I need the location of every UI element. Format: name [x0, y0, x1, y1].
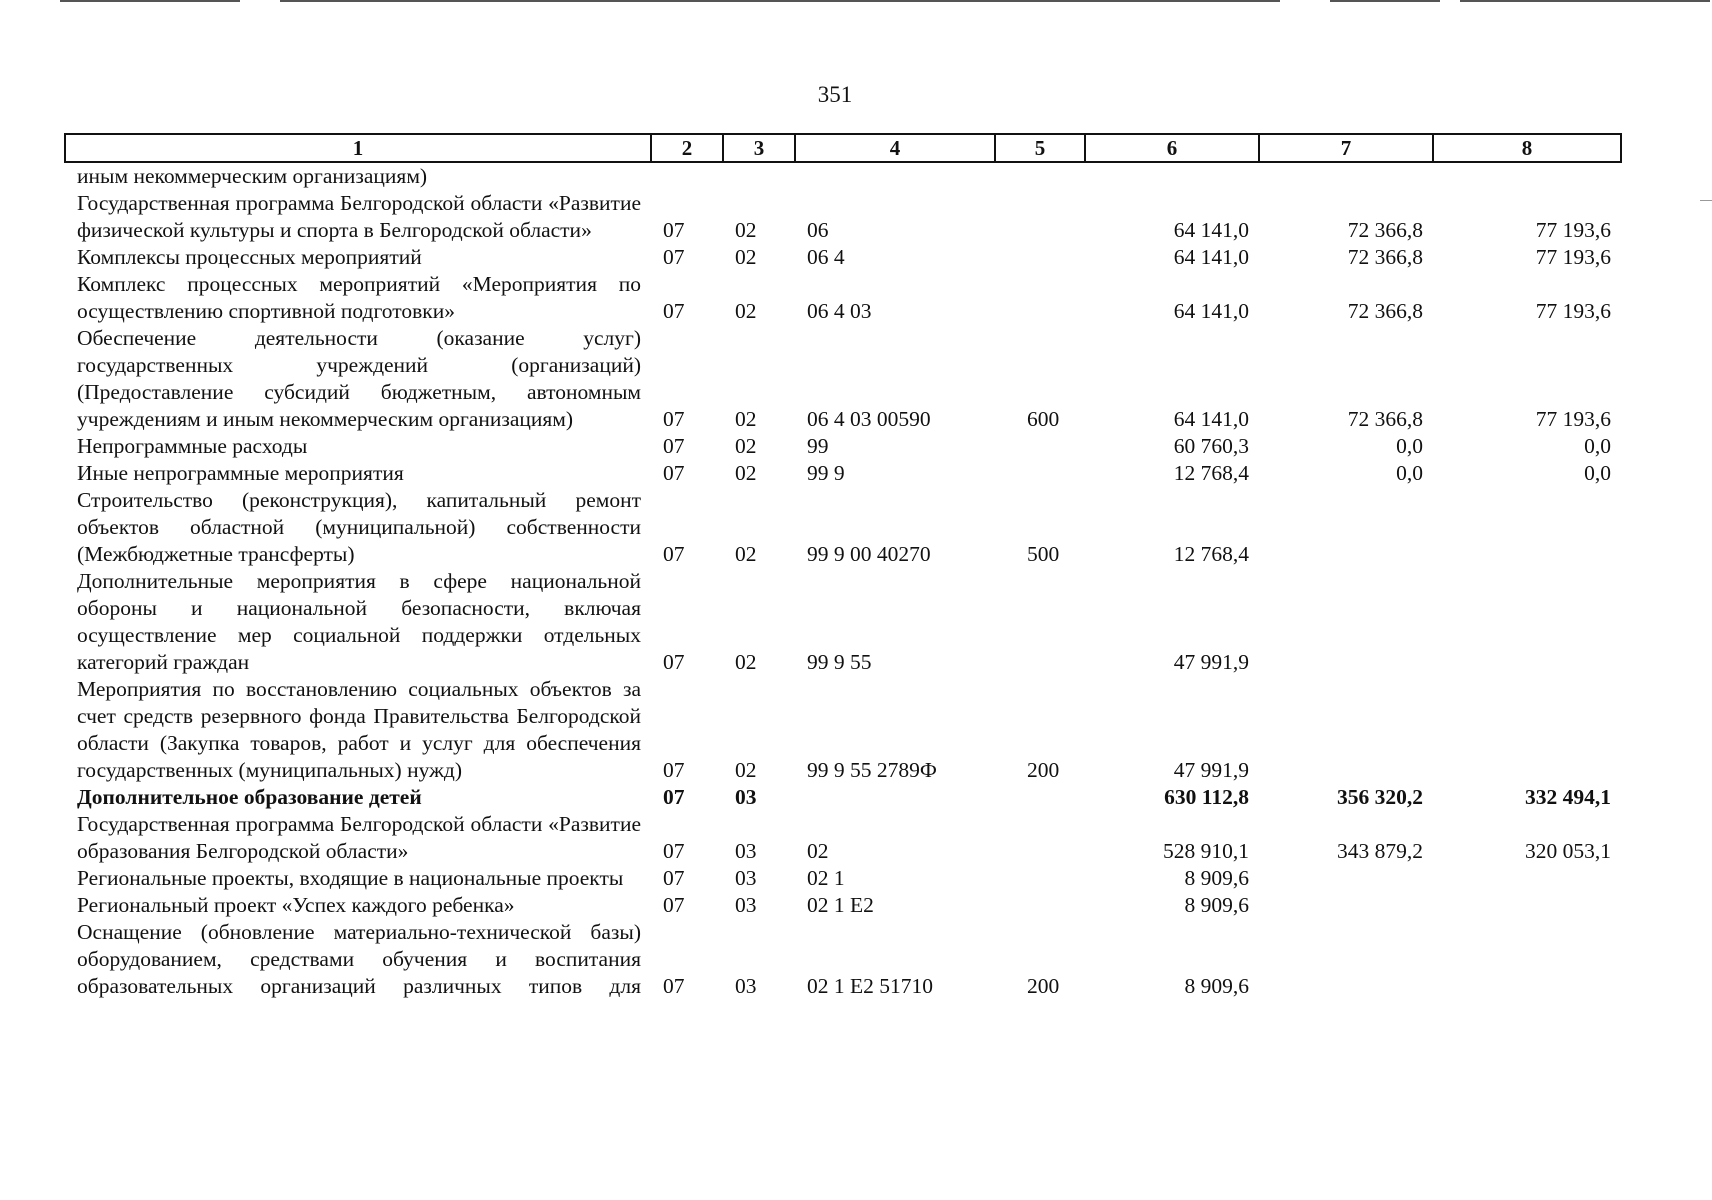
column-header: 8 — [1433, 134, 1621, 162]
table-row — [65, 325, 1621, 433]
expense-type-code — [995, 811, 1085, 865]
amount-year-2 — [1259, 865, 1433, 892]
subsection-code: 02 — [735, 299, 757, 323]
subsection-code: 02 — [735, 542, 757, 566]
amount-year-3 — [1433, 919, 1621, 1000]
table-row — [65, 676, 1621, 784]
target-article-code: 02 — [807, 839, 829, 863]
expense-type-code: 200 — [1027, 974, 1060, 998]
amount-year-2: 356 320,2 — [1337, 785, 1423, 809]
expense-type-code — [995, 244, 1085, 271]
amount-year-3: 0,0 — [1584, 434, 1611, 458]
column-header: 7 — [1259, 134, 1433, 162]
column-header: 5 — [995, 134, 1085, 162]
row-name: Государственная программа Белгородской области «Развитие физической культуры и спорта в Белгородской области» — [77, 191, 641, 242]
column-header: 6 — [1085, 134, 1259, 162]
row-name: Региональный проект «Успех каждого ребенка» — [77, 893, 515, 917]
target-article-code: 06 — [807, 218, 829, 242]
table-row — [65, 892, 1621, 919]
amount-year-1: 64 141,0 — [1173, 407, 1249, 431]
section-code: 07 — [663, 407, 685, 431]
expense-type-code: 600 — [1027, 407, 1060, 431]
amount-year-3: 77 193,6 — [1535, 245, 1611, 269]
table-header-row — [65, 134, 1621, 162]
row-name: Государственная программа Белгородской области «Развитие образования Белгородской области» — [77, 812, 641, 863]
table-row — [65, 433, 1621, 460]
section-code: 07 — [663, 785, 685, 809]
amount-year-3: 77 193,6 — [1535, 218, 1611, 242]
amount-year-2: 72 366,8 — [1347, 299, 1423, 323]
row-name: Оснащение (обновление материально-технической базы) оборудованием, средствами обучения и воспитания образовательных организаций различных типов для — [77, 920, 641, 998]
amount-year-2 — [1259, 919, 1433, 1000]
table-row — [65, 865, 1621, 892]
amount-year-2 — [1259, 676, 1433, 784]
table-row — [65, 811, 1621, 865]
amount-year-1: 64 141,0 — [1173, 218, 1249, 242]
expense-type-code: 500 — [1027, 542, 1060, 566]
row-name: Иные непрограммные мероприятия — [77, 461, 404, 485]
section-code — [651, 162, 723, 190]
page-number: 351 — [817, 82, 853, 107]
subsection-code: 02 — [735, 461, 757, 485]
section-code: 07 — [663, 839, 685, 863]
section-code: 07 — [663, 434, 685, 458]
amount-year-3 — [1433, 892, 1621, 919]
target-article-code: 06 4 03 — [807, 299, 872, 323]
amount-year-3: 332 494,1 — [1525, 785, 1611, 809]
table-row — [65, 568, 1621, 676]
amount-year-1 — [1085, 162, 1259, 190]
table-row — [65, 190, 1621, 244]
subsection-code: 02 — [735, 650, 757, 674]
section-code: 07 — [663, 461, 685, 485]
expense-type-code — [995, 433, 1085, 460]
row-name: Комплексы процессных мероприятий — [77, 245, 422, 269]
expense-type-code — [995, 865, 1085, 892]
amount-year-2: 72 366,8 — [1347, 245, 1423, 269]
column-header: 1 — [65, 134, 651, 162]
expense-type-code — [995, 784, 1085, 811]
section-code: 07 — [663, 758, 685, 782]
target-article-code: 06 4 — [807, 245, 845, 269]
amount-year-3 — [1433, 676, 1621, 784]
amount-year-2 — [1259, 892, 1433, 919]
amount-year-1: 47 991,9 — [1173, 650, 1249, 674]
target-article-code: 99 9 — [807, 461, 845, 485]
row-name: Дополнительное образование детей — [77, 785, 422, 809]
scan-edge-line — [1330, 0, 1440, 2]
subsection-code — [723, 162, 795, 190]
target-article-code: 99 9 55 — [807, 650, 872, 674]
target-article-code: 99 9 55 2789Ф — [807, 758, 937, 782]
subsection-code: 02 — [735, 434, 757, 458]
amount-year-1: 12 768,4 — [1173, 542, 1249, 566]
section-code: 07 — [663, 245, 685, 269]
table-row — [65, 784, 1621, 811]
amount-year-3 — [1433, 162, 1621, 190]
section-code: 07 — [663, 218, 685, 242]
target-article-code: 06 4 03 00590 — [807, 407, 931, 431]
section-code: 07 — [663, 974, 685, 998]
column-header: 2 — [651, 134, 723, 162]
table-row — [65, 487, 1621, 568]
amount-year-2: 0,0 — [1396, 434, 1423, 458]
table-row — [65, 162, 1621, 190]
subsection-code: 02 — [735, 407, 757, 431]
target-article-code: 99 — [807, 434, 829, 458]
amount-year-1: 8 909,6 — [1184, 866, 1249, 890]
expense-type-code — [995, 271, 1085, 325]
section-code: 07 — [663, 542, 685, 566]
subsection-code: 02 — [735, 245, 757, 269]
subsection-code: 03 — [735, 974, 757, 998]
table-body — [65, 162, 1621, 1000]
amount-year-1: 8 909,6 — [1184, 893, 1249, 917]
column-header: 3 — [723, 134, 795, 162]
subsection-code: 03 — [735, 866, 757, 890]
table-row — [65, 244, 1621, 271]
budget-table — [64, 133, 1622, 1000]
amount-year-2: 72 366,8 — [1347, 407, 1423, 431]
amount-year-2: 72 366,8 — [1347, 218, 1423, 242]
table-row — [65, 460, 1621, 487]
row-name: Мероприятия по восстановлению социальных объектов за счет средств резервного фонда Правительства Белгородской области (Закупка товаров, работ и услуг для обеспечения государственных (муниципальных) нужд) — [77, 677, 641, 782]
amount-year-3: 77 193,6 — [1535, 407, 1611, 431]
amount-year-1: 47 991,9 — [1173, 758, 1249, 782]
row-name: иным некоммерческим организациям) — [77, 164, 428, 188]
amount-year-3: 320 053,1 — [1525, 839, 1611, 863]
subsection-code: 02 — [735, 758, 757, 782]
target-article-code: 02 1 Е2 — [807, 893, 874, 917]
row-name: Обеспечение деятельности (оказание услуг) государственных учреждений (организаций) (Предоставление субсидий бюджетным, автономным учреждениям и иным некоммерческим организациям) — [77, 326, 641, 431]
row-name: Комплекс процессных мероприятий «Мероприятия по осуществлению спортивной подготовки» — [77, 272, 641, 323]
amount-year-1: 528 910,1 — [1163, 839, 1249, 863]
amount-year-1: 64 141,0 — [1173, 245, 1249, 269]
section-code: 07 — [663, 650, 685, 674]
amount-year-2 — [1259, 487, 1433, 568]
amount-year-3 — [1433, 487, 1621, 568]
table-row — [65, 919, 1621, 1000]
subsection-code: 03 — [735, 839, 757, 863]
expense-type-code — [995, 892, 1085, 919]
subsection-code: 03 — [735, 893, 757, 917]
expense-type-code — [995, 190, 1085, 244]
amount-year-3: 0,0 — [1584, 461, 1611, 485]
column-header: 4 — [795, 134, 995, 162]
amount-year-3: 77 193,6 — [1535, 299, 1611, 323]
amount-year-1: 12 768,4 — [1173, 461, 1249, 485]
row-name: Региональные проекты, входящие в национальные проекты — [77, 866, 624, 890]
section-code: 07 — [663, 893, 685, 917]
section-code: 07 — [663, 299, 685, 323]
expense-type-code — [995, 162, 1085, 190]
amount-year-2: 343 879,2 — [1337, 839, 1423, 863]
scan-edge-line — [60, 0, 240, 2]
scan-edge-line — [280, 0, 1280, 2]
amount-year-3 — [1433, 568, 1621, 676]
target-article-code: 99 9 00 40270 — [807, 542, 931, 566]
amount-year-1: 60 760,3 — [1173, 434, 1249, 458]
expense-type-code — [995, 568, 1085, 676]
row-name: Непрограммные расходы — [77, 434, 308, 458]
amount-year-3 — [1433, 865, 1621, 892]
subsection-code: 03 — [735, 785, 757, 809]
row-name: Строительство (реконструкция), капитальный ремонт объектов областной (муниципальной) собственности (Межбюджетные трансферты) — [77, 488, 641, 566]
target-article-code: 02 1 Е2 51710 — [807, 974, 934, 998]
subsection-code: 02 — [735, 218, 757, 242]
expense-type-code: 200 — [1027, 758, 1060, 782]
target-article-code — [795, 784, 995, 811]
scan-edge-line — [1460, 0, 1710, 2]
amount-year-2: 0,0 — [1396, 461, 1423, 485]
amount-year-2 — [1259, 162, 1433, 190]
scan-margin-mark — [1700, 200, 1712, 201]
amount-year-1: 8 909,6 — [1184, 974, 1249, 998]
table-row — [65, 271, 1621, 325]
target-article-code: 02 1 — [807, 866, 845, 890]
amount-year-2 — [1259, 568, 1433, 676]
amount-year-1: 64 141,0 — [1173, 299, 1249, 323]
amount-year-1: 630 112,8 — [1164, 785, 1249, 809]
target-article-code — [795, 162, 995, 190]
expense-type-code — [995, 460, 1085, 487]
row-name: Дополнительные мероприятия в сфере национальной обороны и национальной безопасности, включая осуществление мер социальной поддержки отдельных категорий граждан — [77, 569, 641, 674]
section-code: 07 — [663, 866, 685, 890]
